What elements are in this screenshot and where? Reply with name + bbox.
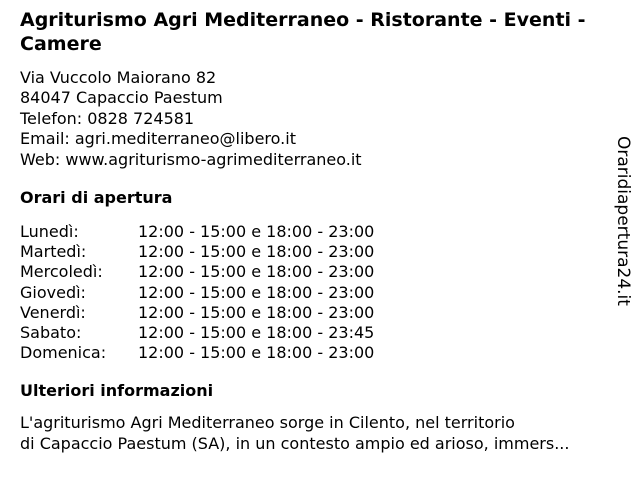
time-value: 12:00 - 15:00 e 18:00 - 23:00 — [138, 282, 375, 302]
business-title: Agriturismo Agri Mediterraneo - Ristorante - Eventi - Camere — [20, 9, 586, 55]
info-line: di Capaccio Paestum (SA), in un contesto ampio ed arioso, immers... — [20, 434, 570, 454]
site-brand-watermark: Oraridiapertura24.it — [613, 136, 633, 306]
time-value: 12:00 - 15:00 e 18:00 - 23:00 — [138, 343, 375, 363]
address-city: 84047 Capaccio Paestum — [20, 88, 223, 108]
hours-row — [20, 262, 620, 282]
email-text: Email: agri.mediterraneo@libero.it — [20, 129, 296, 149]
phone-text: Telefon: 0828 724581 — [20, 108, 195, 128]
day-label: Domenica: — [20, 343, 107, 363]
hours-row — [20, 222, 620, 242]
day-label: Giovedì: — [20, 282, 86, 302]
time-value: 12:00 - 15:00 e 18:00 - 23:00 — [138, 262, 375, 282]
day-label: Venerdì: — [20, 302, 86, 322]
hours-row — [20, 242, 620, 262]
info-heading: Ulteriori informazioni — [20, 381, 214, 401]
time-value: 12:00 - 15:00 e 18:00 - 23:00 — [138, 302, 375, 322]
web-text: Web: www.agriturismo-agrimediterraneo.it — [20, 149, 362, 169]
hours-table — [20, 222, 620, 363]
business-card — [20, 8, 620, 454]
time-value: 12:00 - 15:00 e 18:00 - 23:45 — [138, 322, 375, 342]
hours-row — [20, 283, 620, 303]
hours-row — [20, 303, 620, 323]
contact-block — [20, 68, 620, 170]
day-label: Lunedì: — [20, 222, 79, 242]
day-label: Mercoledì: — [20, 262, 103, 282]
address-street: Via Vuccolo Maiorano 82 — [20, 68, 217, 87]
hours-heading: Orari di apertura — [20, 188, 173, 208]
info-description — [20, 412, 620, 454]
time-value: 12:00 - 15:00 e 18:00 - 23:00 — [138, 242, 375, 262]
day-label: Martedì: — [20, 242, 87, 262]
day-label: Sabato: — [20, 322, 82, 342]
hours-row — [20, 323, 620, 343]
hours-row — [20, 343, 620, 363]
time-value: 12:00 - 15:00 e 18:00 - 23:00 — [138, 222, 375, 242]
info-line: L'agriturismo Agri Mediterraneo sorge in Cilento, nel territorio — [20, 413, 515, 433]
